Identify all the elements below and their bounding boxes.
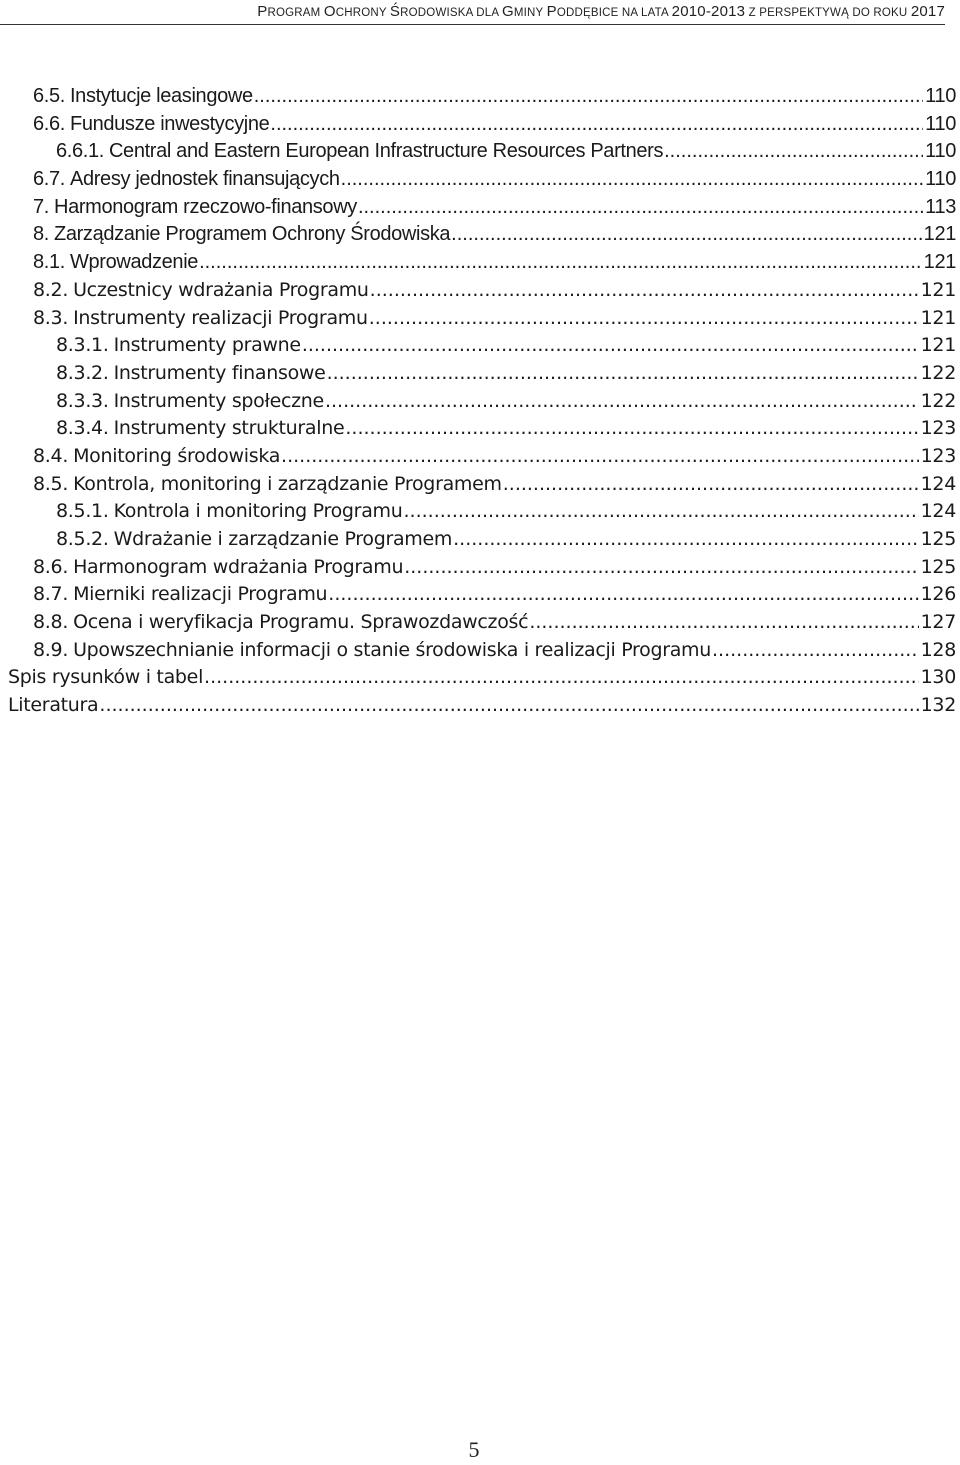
toc-entry-number: 8.3. [33, 306, 69, 329]
toc-leader-dots [453, 526, 919, 554]
toc-leader-dots [345, 415, 918, 443]
header-small: MINY [513, 7, 547, 19]
toc-leader-dots [358, 194, 923, 222]
page-number: 5 [468, 1437, 480, 1462]
toc-entry-page: 132 [920, 694, 956, 717]
toc-entry[interactable] [0, 166, 956, 194]
toc-entry-title: Kontrola i monitoring Programu [113, 500, 403, 523]
toc-entry-number: 8.2. [33, 278, 69, 301]
toc-entry-number: 8.1. [33, 251, 65, 274]
toc-leader-dots [451, 221, 922, 249]
toc-entry-page: 122 [920, 361, 956, 384]
toc-leader-dots [325, 388, 919, 416]
toc-entry-page: 121 [920, 278, 956, 301]
toc-entry-title: Ocena i weryfikacja Programu. Sprawozdawczość [73, 611, 529, 634]
toc-entry-number: 8.7. [33, 583, 69, 606]
toc-entry[interactable] [0, 388, 956, 416]
toc-entry-number: 6.6.1. [56, 140, 104, 163]
header-small: Z PERSPEKTYWĄ DO ROKU [745, 7, 911, 19]
toc-entry-title: Wprowadzenie [69, 251, 199, 274]
toc-entry-title: Instrumenty społeczne [113, 389, 324, 412]
toc-leader-dots [270, 111, 923, 139]
toc-leader-dots [327, 360, 919, 388]
toc-entry-title: Uczestnicy wdrażania Programu [73, 278, 369, 301]
toc-entry[interactable] [0, 305, 956, 333]
toc-entry-number: 8.4. [33, 444, 69, 467]
toc-entry-title: Instytucje leasingowe [69, 85, 253, 107]
toc-entry[interactable] [0, 221, 956, 249]
toc-entry-page: 123 [920, 417, 956, 440]
toc-leader-dots [302, 332, 919, 360]
toc-leader-dots [99, 692, 918, 720]
toc-entry-number: 8.5. [33, 472, 69, 495]
toc-entry[interactable] [0, 415, 956, 443]
toc-entry-page: 124 [920, 500, 956, 523]
toc-entry[interactable] [0, 194, 956, 222]
toc-entry-number: 8.6. [33, 555, 69, 578]
toc-entry-page: 124 [920, 472, 956, 495]
toc-entry[interactable] [0, 471, 956, 499]
toc-entry[interactable] [0, 609, 956, 637]
toc-entry-page: 125 [920, 528, 956, 550]
toc-entry-title: Mierniki realizacji Programu [73, 583, 328, 606]
toc-leader-dots [204, 664, 919, 692]
toc-entry-title: Central and Eastern European Infrastructure Resources Partners [108, 140, 664, 163]
toc-entry-title: Kontrola, monitoring i zarządzanie Programem [73, 472, 502, 495]
toc-entry[interactable] [0, 360, 956, 388]
toc-leader-dots [341, 166, 924, 194]
toc-entry-title: Harmonogram rzeczowo-finansowy [53, 195, 357, 218]
toc-entry[interactable] [0, 581, 956, 609]
toc-leader-dots [254, 83, 923, 111]
toc-entry-number: 8.5.2. [56, 528, 109, 550]
toc-leader-dots [370, 277, 919, 305]
toc-leader-dots [503, 471, 919, 499]
toc-leader-dots [199, 249, 922, 277]
toc-entry-title: Zarządzanie Programem Ochrony Środowiska [53, 223, 451, 246]
toc-entry-page: 121 [920, 334, 956, 357]
toc-entry-number: 8.8. [33, 611, 69, 634]
toc-entry-page: 123 [920, 444, 956, 467]
toc-entry-number: 8.3.2. [56, 361, 109, 384]
toc-entry-number: 7. [33, 195, 49, 218]
toc-entry-number: 8.5.1. [56, 500, 109, 523]
toc-entry-number: 8.3.1. [56, 334, 109, 357]
header-small: CHRONY [335, 7, 390, 19]
toc-leader-dots [328, 581, 918, 609]
toc-entry[interactable] [0, 554, 956, 582]
toc-entry-number: 8. [33, 223, 49, 246]
toc-entry-page: 110 [925, 112, 956, 135]
toc-entry-title: Upowszechnianie informacji o stanie środowiska i realizacji Programu [73, 638, 712, 661]
header-cap: Ś [389, 3, 401, 20]
header-cap: P [546, 3, 557, 20]
toc-entry-page: 126 [920, 583, 956, 606]
toc-entry[interactable] [0, 443, 956, 471]
toc-leader-dots [404, 554, 918, 582]
toc-entry-number: 6.6. [33, 112, 65, 135]
toc-leader-dots [369, 305, 919, 333]
toc-entry-title: Instrumenty prawne [113, 334, 301, 357]
toc-entry-page: 121 [920, 306, 956, 329]
toc-entry-page: 110 [925, 140, 956, 163]
toc-leader-dots [281, 443, 919, 471]
running-header [0, 0, 945, 25]
toc-entry[interactable] [0, 83, 956, 111]
toc-entry[interactable] [0, 277, 956, 305]
table-of-contents [0, 83, 956, 720]
toc-entry-page: 127 [920, 611, 956, 634]
toc-entry[interactable] [0, 637, 956, 665]
toc-entry[interactable] [0, 332, 956, 360]
toc-leader-dots [712, 637, 919, 665]
toc-entry-title: Harmonogram wdrażania Programu [73, 555, 404, 578]
header-small: RODOWISKA DLA [400, 7, 502, 19]
header-cap: P [257, 3, 268, 20]
toc-entry-page: 121 [923, 251, 956, 274]
toc-leader-dots [664, 138, 923, 166]
toc-leader-dots [529, 609, 918, 637]
toc-entry-page: 125 [920, 555, 956, 578]
toc-entry-page: 121 [923, 223, 956, 246]
toc-entry-title: Instrumenty strukturalne [113, 417, 345, 440]
toc-entry-title: Instrumenty finansowe [113, 361, 326, 384]
header-cap: 2010-2013 [671, 3, 746, 20]
toc-entry-title: Literatura [8, 694, 99, 717]
toc-entry-title: Monitoring środowiska [73, 444, 281, 467]
header-cap: 2017 [910, 3, 945, 20]
toc-entry[interactable] [0, 692, 956, 720]
toc-entry-number: 6.5. [33, 85, 65, 107]
toc-entry[interactable] [0, 111, 956, 139]
toc-entry-page: 130 [920, 666, 956, 689]
toc-entry[interactable] [0, 249, 956, 277]
toc-entry[interactable] [0, 498, 956, 526]
toc-entry-page: 110 [925, 168, 956, 191]
toc-entry-page: 110 [925, 85, 956, 107]
toc-entry-title: Fundusze inwestycyjne [69, 112, 270, 135]
toc-entry-page: 122 [920, 389, 956, 412]
toc-entry[interactable] [0, 664, 956, 692]
toc-entry-page: 128 [920, 638, 956, 661]
toc-entry-number: 8.9. [33, 638, 69, 661]
toc-entry[interactable] [0, 138, 956, 166]
toc-entry-number: 8.3.3. [56, 389, 109, 412]
header-cap: G [502, 3, 514, 20]
header-small: ODDĘBICE NA LATA [556, 7, 672, 19]
header-small: ROGRAM [267, 7, 324, 19]
toc-entry-number: 6.7. [33, 168, 65, 191]
toc-entry[interactable] [0, 526, 956, 554]
toc-entry-page: 113 [925, 195, 956, 218]
toc-entry-title: Adresy jednostek finansujących [69, 168, 340, 191]
toc-entry-title: Spis rysunków i tabel [8, 666, 204, 689]
toc-entry-number: 8.3.4. [56, 417, 109, 440]
toc-leader-dots [404, 498, 919, 526]
toc-entry-title: Wdrażanie i zarządzanie Programem [113, 528, 453, 550]
header-cap: O [323, 3, 336, 20]
toc-entry-title: Instrumenty realizacji Programu [73, 306, 368, 329]
